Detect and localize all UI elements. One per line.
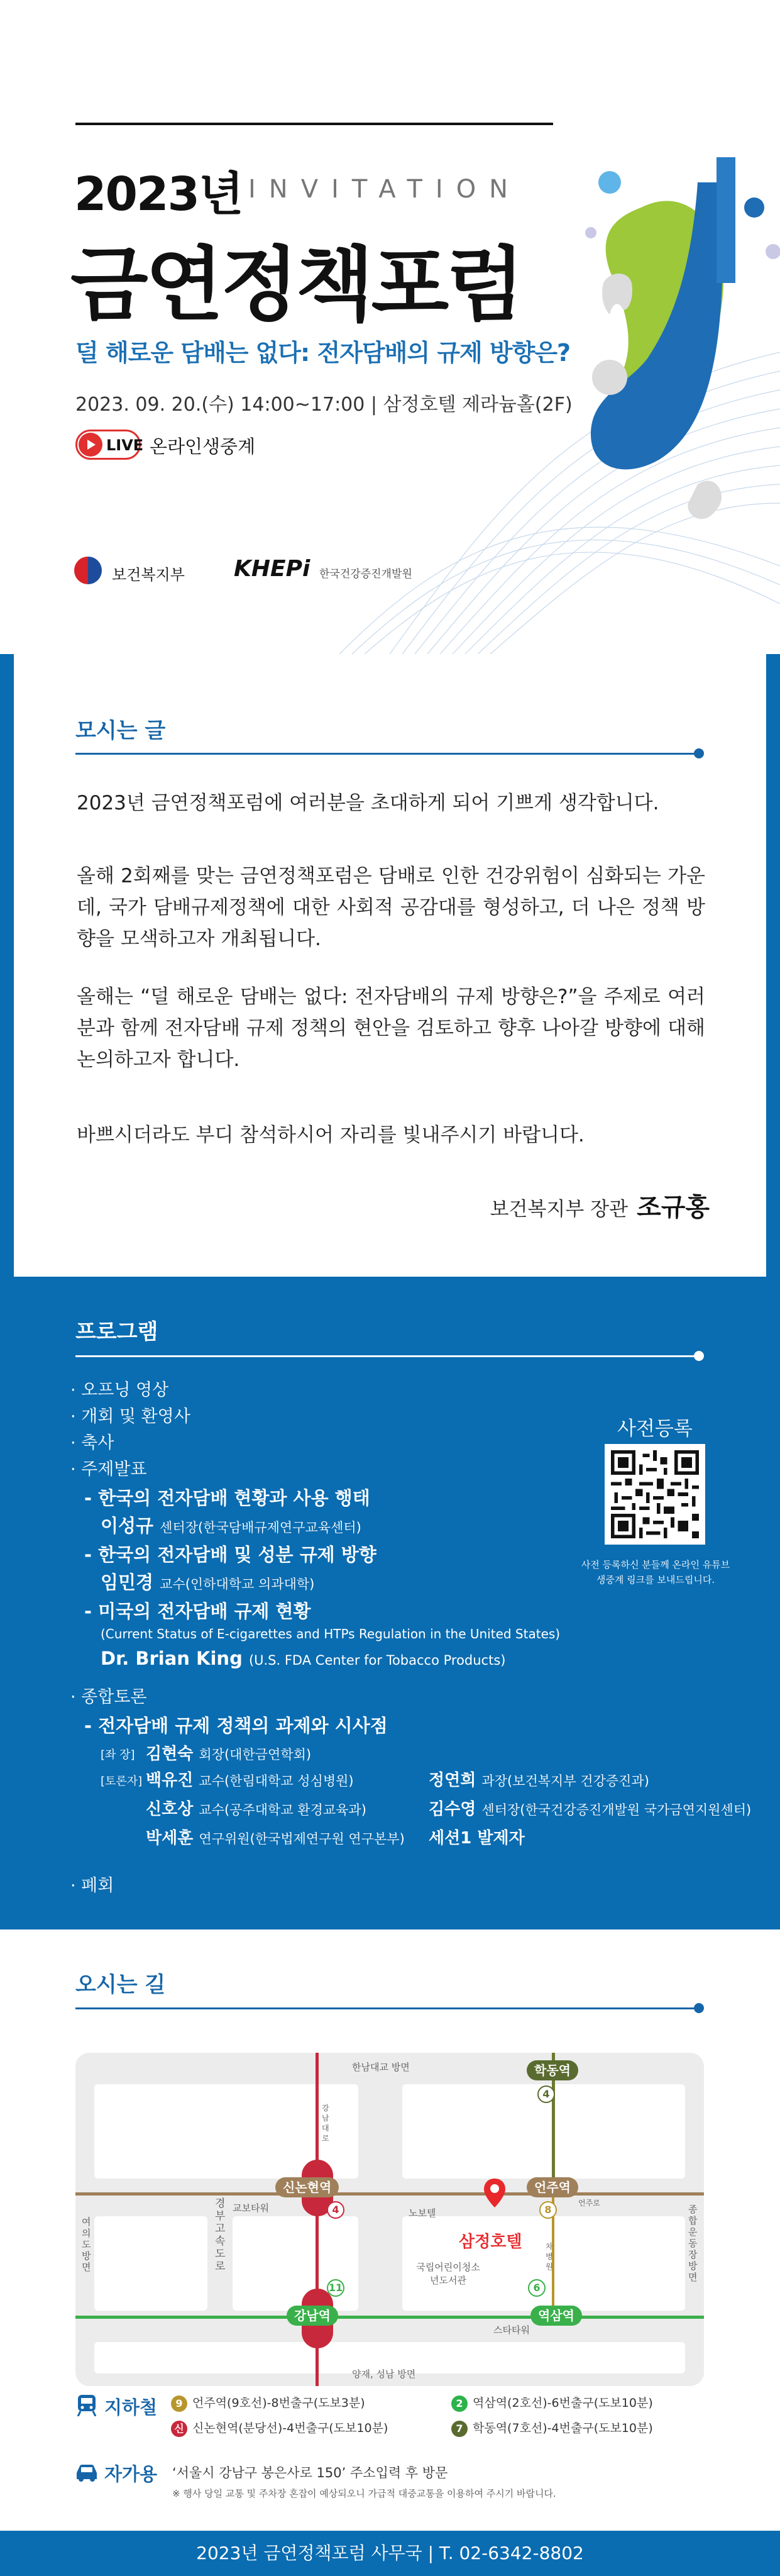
play-icon: [79, 433, 102, 457]
map-west-label: 여의도 방면: [82, 2216, 91, 2273]
map-north-label: 한남대교 방면: [352, 2062, 410, 2073]
exit-number: 11: [327, 2279, 344, 2297]
divider-dot: [694, 748, 704, 758]
topic-2-title: - 한국의 전자담배 및 성분 규제 방향: [84, 1544, 376, 1565]
welcome-paragraph-1: 2023년 금연정책포럼에 여러분을 초대하게 되어 기쁘게 생각합니다.: [77, 792, 659, 814]
panelist-2: [146, 1796, 366, 1819]
speaker-name: 임민경: [101, 1572, 154, 1593]
event-subtitle: 덜 해로운 담배는 없다: 전자담배의 규제 방향은?: [75, 339, 571, 367]
route-text: 역삼역(2호선)-6번출구(도보10분): [473, 2396, 653, 2410]
qr-title: 사전등록: [617, 1418, 693, 1440]
panelist-1: [146, 1767, 354, 1790]
header-top-line: [75, 123, 553, 125]
chair-name: 김현숙: [146, 1745, 194, 1763]
panelist-name: 신호상: [146, 1800, 194, 1819]
qr-code-icon: [611, 1450, 699, 1538]
khepi-name: 한국건강증진개발원: [319, 568, 412, 580]
map-road2-label: 언주로: [578, 2199, 600, 2207]
panelist-4: [429, 1767, 649, 1790]
line-badge: 7: [451, 2421, 468, 2437]
registration-qr-code[interactable]: [605, 1444, 705, 1545]
topic-3-english: (Current Status of E-cigarettes and HTPs Regulation in the United States): [101, 1626, 561, 1641]
program-discussion: · 종합토론: [70, 1687, 147, 1707]
topic-1-speaker: [101, 1512, 361, 1538]
subway-icon: [75, 2395, 98, 2416]
khepi-logo: [234, 556, 310, 582]
live-badge-label: LIVE: [106, 436, 144, 454]
station-sinnonhyeon: 신논현역: [275, 2177, 339, 2197]
hotel-label: 삼정호텔: [459, 2233, 522, 2251]
invitation-label: INVITATION: [248, 175, 522, 204]
event-title: 금연정책포럼: [70, 238, 522, 332]
panelist-affiliation: 과장(보건복지부 건강증진과): [481, 1774, 649, 1789]
panelist-name: 박세훈: [146, 1829, 194, 1848]
speaker-name: 이성규: [101, 1515, 154, 1536]
panelist-5: [429, 1796, 751, 1819]
topic-3-speaker: [101, 1648, 505, 1669]
map-landmark-cha: 차병원: [546, 2242, 553, 2271]
car-label: 자가용: [104, 2463, 158, 2485]
station-gangnam: 강남역: [287, 2306, 338, 2326]
event-date-venue: 2023. 09. 20.(수) 14:00~17:00 | 삼정호텔 제라늄홀(2F): [75, 394, 573, 416]
speaker-affiliation: 교수(인하대학교 의과대학): [160, 1577, 315, 1592]
topic-1-title: - 한국의 전자담배 현황과 사용 행태: [84, 1487, 370, 1509]
panelist-name: 김수영: [429, 1800, 476, 1819]
welcome-card: [14, 654, 766, 1277]
panelist-3: [146, 1825, 405, 1848]
map-roads: [75, 2053, 704, 2386]
panel-label: [토론자]: [101, 1775, 143, 1788]
discussion-title: - 전자담배 규제 정책의 과제와 시사점: [84, 1715, 388, 1736]
qr-note: 사전 등록하신 분들께 온라인 유튜브 생중계 링크를 보내드립니다.: [581, 1559, 730, 1585]
program-closing: · 폐회: [70, 1876, 114, 1896]
map-expressway-label: 경부고속도로: [215, 2197, 226, 2273]
exit-number: 6: [528, 2279, 546, 2297]
panelist-affiliation: 연구위원(한국법제연구원 연구본부): [199, 1831, 405, 1846]
exit-number: 4: [537, 2085, 555, 2103]
welcome-divider: [75, 753, 698, 755]
divider-dot: [694, 1351, 704, 1361]
chair: [146, 1741, 311, 1764]
station-hakdong: 학동역: [527, 2060, 578, 2080]
exit-number: 8: [539, 2201, 557, 2219]
exit-number: 4: [327, 2201, 344, 2219]
station-eonju: 언주역: [527, 2177, 578, 2197]
speaker-name: Dr. Brian King: [101, 1648, 243, 1669]
car-address: ‘서울시 강남구 봉은사로 150’ 주소입력 후 방문: [172, 2465, 448, 2480]
directions-heading: 오시는 길: [75, 1972, 166, 1997]
map-landmark-novotel: 노보텔: [409, 2207, 436, 2219]
map-landmark-library: 국립어린이청소년도서관: [416, 2262, 480, 2286]
ministry-logo-icon: [74, 557, 102, 584]
route-text: 언주역(9호선)-8번출구(도보3분): [192, 2396, 365, 2410]
program-opening: · 오프닝 영상: [70, 1380, 169, 1400]
panelist-affiliation: 센터장(한국건강증진개발원 국가금연지원센터): [481, 1802, 752, 1818]
program-congrats: · 축사: [70, 1433, 114, 1453]
footer: 2023년 금연정책포럼 사무국 | T. 02-6342-8802: [0, 2531, 780, 2576]
location-pin-icon: [484, 2179, 505, 2207]
signature-title: 보건복지부 장관: [490, 1198, 629, 1221]
ministry-name: 보건복지부: [112, 566, 185, 584]
map-east-label: 종합운동장 방면: [688, 2204, 698, 2283]
station-yeoksam: 역삼역: [530, 2306, 582, 2326]
location-map[interactable]: [75, 2053, 704, 2386]
subway-route-1: [171, 2394, 365, 2412]
chair-label: [좌 장]: [101, 1748, 135, 1762]
welcome-heading: 모시는 글: [75, 718, 166, 743]
signature-name: 조규홍: [637, 1193, 710, 1222]
speaker-affiliation: (U.S. FDA Center for Tobacco Products): [248, 1653, 506, 1668]
program-heading: 프로그램: [75, 1319, 158, 1345]
header-section: [0, 0, 780, 654]
line-badge: 9: [171, 2396, 187, 2412]
route-text: 신논현역(분당선)-4번출구(도보10분): [192, 2421, 388, 2435]
panelist-name: 백유진: [146, 1771, 194, 1790]
welcome-paragraph-3: 올해는 “덜 해로운 담배는 없다: 전자담배의 규제 방향은?”을 주제로 여러분과 함께 전자담배 규제 정책의 현안을 검토하고 향후 나아갈 방향에 대해 논의하고자 합니다.: [77, 985, 705, 1071]
route-text: 학동역(7호선)-4번출구(도보10분): [473, 2421, 653, 2435]
car-note: ※ 행사 당일 교통 및 주차장 혼잡이 예상되오니 가급적 대중교통을 이용하여 주시기 바랍니다.: [172, 2488, 556, 2499]
car-icon: [74, 2463, 99, 2483]
program-topic: · 주제발표: [70, 1460, 147, 1479]
line-badge: 2: [451, 2396, 468, 2412]
khepi-logo-text: KHEPi: [234, 556, 310, 582]
subway-label: 지하철: [104, 2397, 158, 2418]
line-badge: 신: [171, 2421, 187, 2437]
topic-2-speaker: [101, 1568, 314, 1594]
organ-illustration: [566, 157, 780, 535]
map-south-label: 양재, 성남 방면: [352, 2368, 416, 2380]
live-badge: [75, 430, 144, 460]
welcome-paragraph-2: 올해 2회째를 맞는 금연정책포럼은 담배로 인한 건강위험이 심화되는 가운데, 국가 담배규제정책에 대한 사회적 공감대를 형성하고, 더 나은 정책 방향을 모색하고자 개최됩니다.: [77, 865, 705, 950]
subway-route-2: [171, 2419, 388, 2437]
speaker-affiliation: 센터장(한국담배규제연구교육센터): [160, 1520, 361, 1535]
map-road-label: 강남대로: [322, 2104, 329, 2143]
subway-route-3: [451, 2394, 653, 2412]
signature: [490, 1187, 710, 1223]
map-landmark-startower: 스타타워: [493, 2324, 530, 2336]
map-landmark-kyobo: 교보타워: [233, 2202, 269, 2214]
panelist-6: 세션1 발제자: [429, 1829, 525, 1848]
chair-affiliation: 회장(대한금연학회): [199, 1747, 312, 1762]
directions-divider: [75, 2007, 698, 2009]
program-welcome: · 개회 및 환영사: [70, 1407, 190, 1426]
welcome-paragraph-4: 바쁘시더라도 부디 참석하시어 자리를 빛내주시기 바랍니다.: [77, 1124, 585, 1146]
event-year: 2023년: [74, 167, 243, 221]
panelist-affiliation: 교수(한림대학교 성심병원): [199, 1774, 354, 1789]
live-stream-label: 온라인생중계: [150, 436, 256, 457]
topic-3-title: - 미국의 전자담배 규제 현황: [84, 1601, 311, 1622]
program-divider: [75, 1355, 698, 1357]
panelist-name: 정연희: [429, 1771, 476, 1790]
subway-route-4: [451, 2419, 653, 2437]
panelist-affiliation: 교수(공주대학교 환경교육과): [199, 1802, 366, 1818]
divider-dot: [694, 2003, 704, 2013]
